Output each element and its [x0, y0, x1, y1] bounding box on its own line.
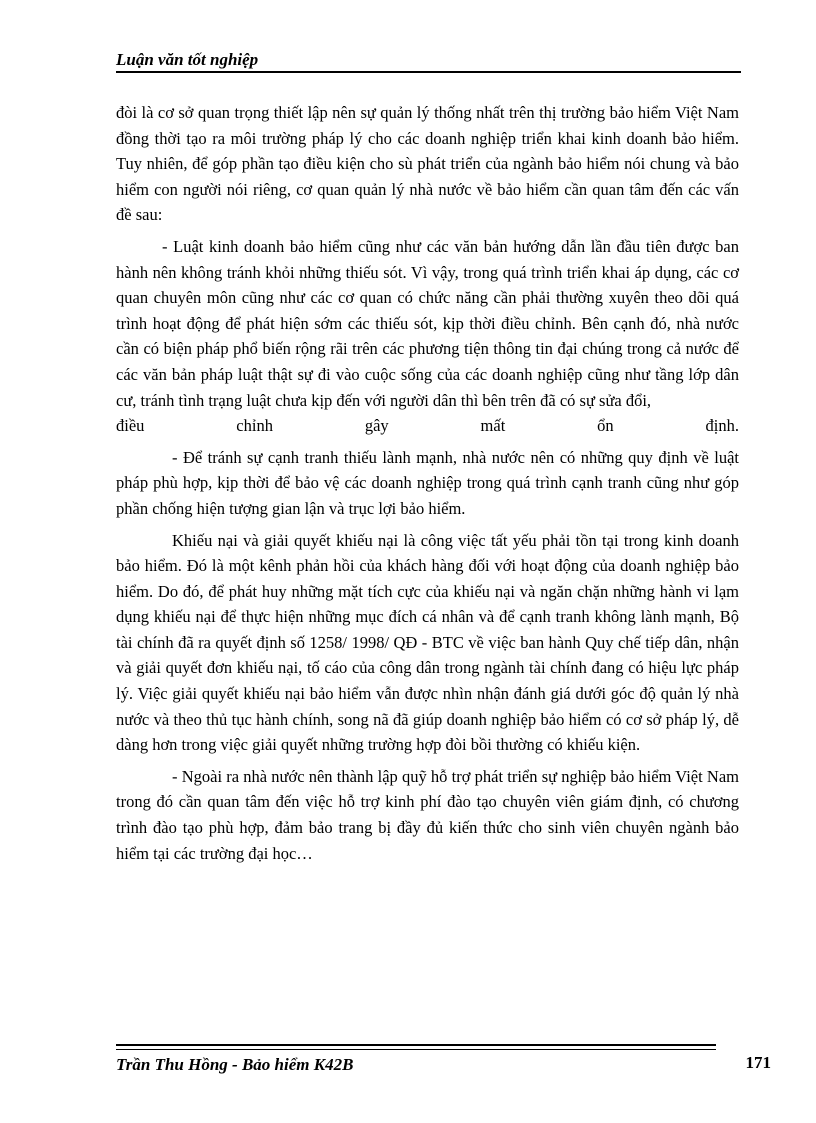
page-number: 171 [745, 1053, 771, 1072]
page-header [116, 50, 741, 70]
paragraph-law-review: - Luật kinh doanh bảo hiểm cũng như các văn bản hướng dẫn lần đầu tiên được ban hành nên không tránh khỏi những thiếu sót. Vì vậy, trong quá trình triển khai áp dụng, các cơ quan chuyên môn cũng như các cơ quan có chức năng cần phải thường xuyên theo dõi quá trình hoạt động để phát hiện sớm các thiếu sót, kịp thời điều chỉnh. Bên cạnh đó, nhà nước cần có biện pháp phổ biến rộng rãi trên các phương tiện thông tin đại chúng trong cả nước để các văn bản pháp luật thật sự đi vào cuộc sống của các doanh nghiệp cũng như tầng lớp dân cư, tránh tình trạng luật chưa kịp đến với người dân thì bên trên đã có sự sửa đổi, [116, 236, 739, 410]
footer-author: Trần Thu Hồng - Bảo hiểm K42B [116, 1055, 354, 1074]
paragraph-support-fund: - Ngoài ra nhà nước nên thành lập quỹ hỗ trợ phát triển sự nghiệp bảo hiểm Việt Nam trong đó cần quan tâm đến việc hỗ trợ kinh phí đào tạo chuyên viên giám định, có chương trình đào tạo phù hợp, đảm bảo trang bị đầy đủ kiến thức cho sinh viên chuyên ngành bảo hiểm tại các trường đại học… [116, 766, 739, 863]
body-text [116, 100, 739, 866]
paragraph-competition: - Để tránh sự cạnh tranh thiếu lành mạnh, nhà nước nên có những quy định về luật pháp phù hợp, kịp thời để bảo vệ các doanh nghiệp trong quá trình cạnh tranh cũng như góp phần chống hiện tượng gian lận và trục lợi bảo hiểm. [116, 447, 739, 518]
paragraph-law-review-end: điều chỉnh gây mất ổn định. [116, 416, 739, 436]
footer-rule-thick [116, 1044, 716, 1046]
paragraph-complaints: Khiếu nại và giải quyết khiếu nại là công việc tất yếu phải tồn tại trong kinh doanh bảo hiểm. Đó là một kênh phản hồi của khách hàng đối với hoạt động của doanh nghiệp bảo hiểm. Do đó, để phát huy những mặt tích cực của khiếu nại và ngăn chặn những hành vi lạm dụng khiếu nại để thực hiện những mục đích cá nhân và để cạnh tranh không lành mạnh, Bộ tài chính đã ra quyết định số 1258/ 1998/ QĐ - BTC về việc ban hành Quy chế tiếp dân, nhận và giải quyết đơn khiếu nại, tố cáo của công dân trong ngành tài chính đang có hiệu lực pháp lý. Việc giải quyết khiếu nại bảo hiểm vẫn được nhìn nhận đánh giá dưới góc độ quản lý nhà nước và theo thủ tục hành chính, song nã đã giúp doanh nghiệp bảo hiểm có cơ sở pháp lý, dễ dàng hơn trong việc giải quyết những trường hợp đòi bồi thường có khiếu kiện. [116, 530, 739, 755]
header-rule [116, 71, 741, 73]
footer-rule-thin [116, 1049, 716, 1050]
paragraph-intro: đòi là cơ sở quan trọng thiết lập nên sự quản lý thống nhất trên thị trường bảo hiểm Việt Nam đồng thời tạo ra môi trường pháp lý cho các doanh nghiệp triển khai kinh doanh bảo hiểm. Tuy nhiên, để góp phần tạo điều kiện cho sù phát triển của ngành bảo hiểm nói chung và bảo hiểm con người nói riêng, cơ quan quản lý nhà nước về bảo hiểm cần quan tâm đến các vấn đề sau: [116, 103, 739, 225]
header-title: Luận văn tốt nghiệp [116, 50, 259, 69]
